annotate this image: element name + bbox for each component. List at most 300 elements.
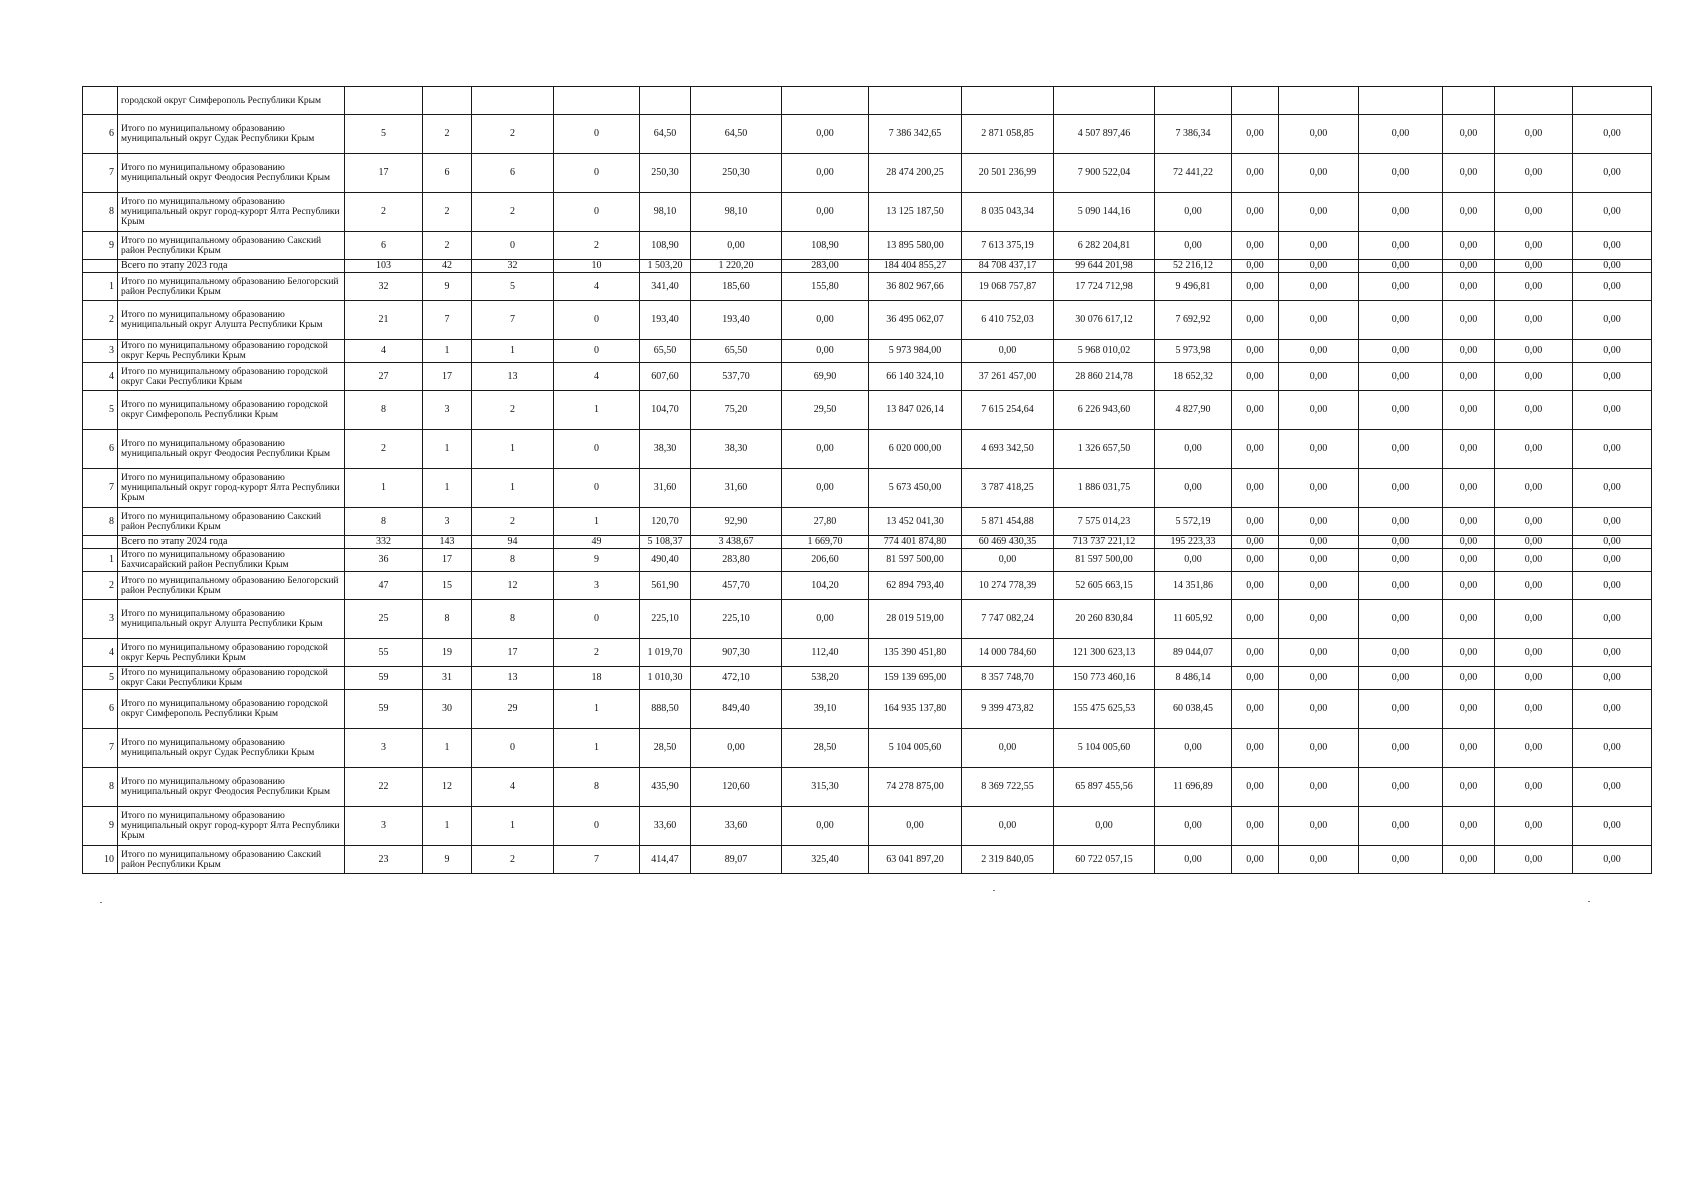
municipality-name: Итого по муниципальному образованию городской округ Саки Республики Крым	[118, 667, 345, 690]
value-cell: 8	[423, 600, 472, 639]
table-row	[83, 729, 1652, 768]
value-cell: 30 076 617,12	[1054, 301, 1155, 340]
table-body	[83, 87, 1652, 874]
value-cell: 0,00	[1573, 639, 1652, 667]
value-cell: 8 486,14	[1155, 667, 1232, 690]
value-cell: 0,00	[1359, 115, 1443, 154]
value-cell: 325,40	[782, 846, 869, 874]
value-cell	[345, 87, 423, 115]
value-cell: 29,50	[782, 391, 869, 430]
value-cell: 0,00	[1573, 260, 1652, 273]
value-cell: 2	[472, 115, 554, 154]
value-cell: 5 973 984,00	[869, 340, 962, 363]
value-cell: 0,00	[1443, 508, 1495, 536]
value-cell: 2	[345, 193, 423, 232]
value-cell: 225,10	[640, 600, 691, 639]
value-cell: 1	[472, 340, 554, 363]
value-cell: 0,00	[1359, 667, 1443, 690]
value-cell: 0,00	[1279, 430, 1359, 469]
municipality-name: Итого по муниципальному образованию городской округ Керчь Республики Крым	[118, 340, 345, 363]
value-cell: 907,30	[691, 639, 782, 667]
value-cell: 0,00	[1359, 340, 1443, 363]
value-cell: 0,00	[1279, 469, 1359, 508]
row-number	[83, 87, 118, 115]
value-cell: 0,00	[1232, 690, 1279, 729]
row-number: 7	[83, 469, 118, 508]
value-cell: 13 452 041,30	[869, 508, 962, 536]
value-cell: 1	[472, 469, 554, 508]
value-cell: 31,60	[640, 469, 691, 508]
value-cell: 0,00	[1443, 193, 1495, 232]
municipality-name: Итого по муниципальному образованию Сакский район Республики Крым	[118, 846, 345, 874]
row-number: 3	[83, 600, 118, 639]
value-cell: 12	[423, 768, 472, 807]
value-cell: 4	[472, 768, 554, 807]
value-cell: 0,00	[1443, 115, 1495, 154]
value-cell: 537,70	[691, 363, 782, 391]
municipality-name: Итого по муниципальному образованию муниципальный округ Судак Республики Крым	[118, 729, 345, 768]
row-number: 1	[83, 273, 118, 301]
value-cell: 0,00	[1443, 807, 1495, 846]
value-cell: 0,00	[1359, 430, 1443, 469]
value-cell: 0,00	[1359, 549, 1443, 572]
row-number: 4	[83, 639, 118, 667]
value-cell	[423, 87, 472, 115]
value-cell: 0,00	[1232, 639, 1279, 667]
value-cell: 2	[423, 115, 472, 154]
table-row	[83, 87, 1652, 115]
value-cell: 52 605 663,15	[1054, 572, 1155, 600]
value-cell: 32	[472, 260, 554, 273]
value-cell: 104,20	[782, 572, 869, 600]
value-cell: 0,00	[1495, 549, 1573, 572]
value-cell: 0,00	[1232, 846, 1279, 874]
value-cell: 0,00	[1443, 572, 1495, 600]
value-cell: 0,00	[1573, 273, 1652, 301]
value-cell: 0,00	[782, 301, 869, 340]
value-cell: 0,00	[1443, 273, 1495, 301]
municipality-name: Итого по муниципальному образованию муниципальный округ Феодосия Республики Крым	[118, 430, 345, 469]
row-number: 9	[83, 807, 118, 846]
table-row	[83, 508, 1652, 536]
value-cell: 4	[554, 363, 640, 391]
table-row	[83, 232, 1652, 260]
value-cell: 25	[345, 600, 423, 639]
value-cell: 0,00	[1495, 508, 1573, 536]
value-cell: 1	[423, 340, 472, 363]
value-cell: 0,00	[1279, 193, 1359, 232]
value-cell: 774 401 874,80	[869, 536, 962, 549]
value-cell: 0,00	[1232, 430, 1279, 469]
value-cell: 0,00	[1359, 363, 1443, 391]
value-cell: 1 326 657,50	[1054, 430, 1155, 469]
value-cell: 0,00	[1155, 729, 1232, 768]
municipality-name: Итого по муниципальному образованию муниципальный округ Феодосия Республики Крым	[118, 768, 345, 807]
value-cell: 60 469 430,35	[962, 536, 1054, 549]
value-cell: 5 108,37	[640, 536, 691, 549]
value-cell: 0,00	[1279, 340, 1359, 363]
table-row	[83, 549, 1652, 572]
value-cell: 5 871 454,88	[962, 508, 1054, 536]
table-row	[83, 600, 1652, 639]
value-cell: 0,00	[1232, 536, 1279, 549]
value-cell: 0	[554, 115, 640, 154]
municipality-name: Итого по муниципальному образованию Сакский район Республики Крым	[118, 232, 345, 260]
value-cell: 0,00	[1279, 232, 1359, 260]
value-cell	[869, 87, 962, 115]
value-cell: 0,00	[1573, 232, 1652, 260]
value-cell: 0,00	[1359, 301, 1443, 340]
table-row	[83, 154, 1652, 193]
value-cell: 0,00	[1232, 193, 1279, 232]
value-cell: 3 787 418,25	[962, 469, 1054, 508]
value-cell: 74 278 875,00	[869, 768, 962, 807]
value-cell: 9	[554, 549, 640, 572]
value-cell: 0	[554, 807, 640, 846]
value-cell: 0,00	[782, 807, 869, 846]
value-cell: 5	[472, 273, 554, 301]
value-cell	[1279, 87, 1359, 115]
value-cell: 164 935 137,80	[869, 690, 962, 729]
value-cell: 65,50	[640, 340, 691, 363]
value-cell: 0,00	[1495, 639, 1573, 667]
value-cell: 7	[423, 301, 472, 340]
value-cell: 184 404 855,27	[869, 260, 962, 273]
value-cell: 538,20	[782, 667, 869, 690]
value-cell: 12	[472, 572, 554, 600]
value-cell: 0,00	[1495, 536, 1573, 549]
value-cell: 0,00	[691, 729, 782, 768]
value-cell: 435,90	[640, 768, 691, 807]
value-cell: 0,00	[1573, 600, 1652, 639]
value-cell: 0	[472, 729, 554, 768]
value-cell: 0,00	[1443, 301, 1495, 340]
value-cell: 69,90	[782, 363, 869, 391]
value-cell: 64,50	[691, 115, 782, 154]
municipality-name: Итого по муниципальному образованию муниципальный округ Алушта Республики Крым	[118, 600, 345, 639]
municipality-name: Итого по муниципальному образованию Белогорский район Республики Крым	[118, 572, 345, 600]
value-cell: 0,00	[1495, 193, 1573, 232]
value-cell: 7 575 014,23	[1054, 508, 1155, 536]
value-cell: 0,00	[1359, 391, 1443, 430]
value-cell: 42	[423, 260, 472, 273]
data-table	[82, 86, 1652, 874]
value-cell: 0,00	[1495, 391, 1573, 430]
value-cell: 19	[423, 639, 472, 667]
value-cell: 13 847 026,14	[869, 391, 962, 430]
value-cell: 4	[345, 340, 423, 363]
municipality-name: Итого по муниципальному образованию муниципальный округ Судак Республики Крым	[118, 115, 345, 154]
value-cell: 0	[554, 193, 640, 232]
value-cell: 94	[472, 536, 554, 549]
value-cell: 0,00	[1443, 260, 1495, 273]
value-cell: 0,00	[1573, 508, 1652, 536]
value-cell: 0,00	[1359, 536, 1443, 549]
value-cell: 7 386 342,65	[869, 115, 962, 154]
municipality-name: Итого по муниципальному образованию муниципальный округ город-курорт Ялта Республики Крым	[118, 469, 345, 508]
value-cell: 0,00	[1279, 768, 1359, 807]
municipality-name: Итого по муниципальному образованию городской округ Саки Республики Крым	[118, 363, 345, 391]
value-cell: 5 104 005,60	[1054, 729, 1155, 768]
table-row	[83, 846, 1652, 874]
row-number: 8	[83, 193, 118, 232]
value-cell: 4 507 897,46	[1054, 115, 1155, 154]
value-cell: 1	[554, 391, 640, 430]
municipality-name: Итого по муниципальному образованию муниципальный округ Феодосия Республики Крым	[118, 154, 345, 193]
value-cell: 28 019 519,00	[869, 600, 962, 639]
municipality-name: городской округ Симферополь Республики Крым	[118, 87, 345, 115]
scan-speck	[100, 902, 102, 903]
value-cell: 0,00	[1279, 391, 1359, 430]
value-cell: 0,00	[1573, 363, 1652, 391]
value-cell: 0,00	[1232, 391, 1279, 430]
value-cell: 89 044,07	[1155, 639, 1232, 667]
value-cell: 4 693 342,50	[962, 430, 1054, 469]
value-cell: 0,00	[1495, 273, 1573, 301]
value-cell: 0,00	[1573, 768, 1652, 807]
value-cell: 81 597 500,00	[1054, 549, 1155, 572]
value-cell: 0,00	[1443, 232, 1495, 260]
value-cell: 29	[472, 690, 554, 729]
value-cell: 3	[423, 508, 472, 536]
value-cell: 0,00	[1495, 846, 1573, 874]
value-cell: 5 973,98	[1155, 340, 1232, 363]
value-cell: 20 501 236,99	[962, 154, 1054, 193]
value-cell	[1495, 87, 1573, 115]
municipality-name: Итого по муниципальному образованию Белогорский район Республики Крым	[118, 273, 345, 301]
value-cell: 0,00	[1232, 667, 1279, 690]
value-cell: 0,00	[1495, 301, 1573, 340]
value-cell: 18	[554, 667, 640, 690]
value-cell: 0,00	[1279, 600, 1359, 639]
value-cell: 19 068 757,87	[962, 273, 1054, 301]
value-cell: 0,00	[1495, 807, 1573, 846]
value-cell: 5 572,19	[1155, 508, 1232, 536]
row-number: 5	[83, 391, 118, 430]
value-cell: 0,00	[1495, 340, 1573, 363]
value-cell: 0,00	[1495, 115, 1573, 154]
value-cell: 0,00	[1443, 600, 1495, 639]
value-cell	[1443, 87, 1495, 115]
value-cell: 0,00	[1232, 572, 1279, 600]
row-number: 5	[83, 667, 118, 690]
value-cell: 0,00	[1359, 639, 1443, 667]
value-cell: 0,00	[1279, 301, 1359, 340]
value-cell: 121 300 623,13	[1054, 639, 1155, 667]
value-cell: 0,00	[1054, 807, 1155, 846]
value-cell: 108,90	[782, 232, 869, 260]
value-cell: 414,47	[640, 846, 691, 874]
row-number: 4	[83, 363, 118, 391]
value-cell: 5 673 450,00	[869, 469, 962, 508]
value-cell: 1	[472, 430, 554, 469]
row-number: 1	[83, 549, 118, 572]
value-cell: 0,00	[1443, 391, 1495, 430]
value-cell: 0,00	[1359, 729, 1443, 768]
value-cell: 0,00	[1359, 273, 1443, 301]
value-cell: 0,00	[1573, 572, 1652, 600]
value-cell: 8	[554, 768, 640, 807]
value-cell: 28 860 214,78	[1054, 363, 1155, 391]
value-cell: 9 496,81	[1155, 273, 1232, 301]
value-cell: 607,60	[640, 363, 691, 391]
value-cell: 0,00	[1495, 469, 1573, 508]
value-cell: 17	[472, 639, 554, 667]
value-cell: 3	[345, 807, 423, 846]
value-cell: 0,00	[1573, 690, 1652, 729]
value-cell: 6 226 943,60	[1054, 391, 1155, 430]
row-number: 6	[83, 690, 118, 729]
value-cell: 98,10	[640, 193, 691, 232]
row-number: 9	[83, 232, 118, 260]
value-cell: 0,00	[1495, 768, 1573, 807]
value-cell: 888,50	[640, 690, 691, 729]
value-cell: 28 474 200,25	[869, 154, 962, 193]
row-number: 7	[83, 729, 118, 768]
value-cell: 159 139 695,00	[869, 667, 962, 690]
value-cell: 0	[554, 340, 640, 363]
value-cell: 9 399 473,82	[962, 690, 1054, 729]
value-cell: 9	[423, 846, 472, 874]
value-cell: 0,00	[1495, 430, 1573, 469]
value-cell: 15	[423, 572, 472, 600]
value-cell: 0	[554, 469, 640, 508]
value-cell: 0,00	[1573, 193, 1652, 232]
value-cell: 0,00	[1359, 768, 1443, 807]
value-cell	[1359, 87, 1443, 115]
value-cell: 6	[472, 154, 554, 193]
value-cell: 13 895 580,00	[869, 232, 962, 260]
value-cell: 112,40	[782, 639, 869, 667]
table-row	[83, 115, 1652, 154]
table-row	[83, 639, 1652, 667]
value-cell: 0,00	[1573, 391, 1652, 430]
value-cell: 0,00	[1573, 430, 1652, 469]
value-cell: 0,00	[1443, 340, 1495, 363]
value-cell: 2 319 840,05	[962, 846, 1054, 874]
value-cell: 0,00	[962, 340, 1054, 363]
value-cell: 193,40	[691, 301, 782, 340]
value-cell: 2	[472, 391, 554, 430]
value-cell: 59	[345, 667, 423, 690]
value-cell: 1	[472, 807, 554, 846]
value-cell: 0,00	[782, 154, 869, 193]
value-cell: 31	[423, 667, 472, 690]
value-cell: 0	[554, 301, 640, 340]
value-cell: 36	[345, 549, 423, 572]
value-cell: 0,00	[1279, 846, 1359, 874]
row-number	[83, 260, 118, 273]
value-cell: 0,00	[1573, 846, 1652, 874]
table-row	[83, 363, 1652, 391]
value-cell: 22	[345, 768, 423, 807]
value-cell: 1 220,20	[691, 260, 782, 273]
value-cell: 0,00	[1573, 549, 1652, 572]
value-cell: 0,00	[1232, 549, 1279, 572]
value-cell: 0,00	[1279, 536, 1359, 549]
table-row	[83, 340, 1652, 363]
municipality-name: Итого по муниципальному образованию Бахчисарайский район Республики Крым	[118, 549, 345, 572]
value-cell: 0,00	[1573, 469, 1652, 508]
value-cell: 1 010,30	[640, 667, 691, 690]
value-cell: 7 613 375,19	[962, 232, 1054, 260]
value-cell: 92,90	[691, 508, 782, 536]
value-cell: 0,00	[1232, 232, 1279, 260]
value-cell: 18 652,32	[1155, 363, 1232, 391]
value-cell: 8 369 722,55	[962, 768, 1054, 807]
value-cell: 0	[554, 430, 640, 469]
value-cell: 6 410 752,03	[962, 301, 1054, 340]
value-cell: 713 737 221,12	[1054, 536, 1155, 549]
value-cell: 3	[554, 572, 640, 600]
value-cell: 31,60	[691, 469, 782, 508]
value-cell: 0,00	[1232, 363, 1279, 391]
value-cell: 104,70	[640, 391, 691, 430]
value-cell: 8	[472, 600, 554, 639]
value-cell: 10 274 778,39	[962, 572, 1054, 600]
value-cell: 1 669,70	[782, 536, 869, 549]
value-cell: 0,00	[1359, 469, 1443, 508]
value-cell: 81 597 500,00	[869, 549, 962, 572]
value-cell: 0,00	[1573, 340, 1652, 363]
table-row	[83, 572, 1652, 600]
value-cell: 0,00	[1279, 807, 1359, 846]
value-cell: 0,00	[1155, 549, 1232, 572]
value-cell: 8	[472, 549, 554, 572]
value-cell: 66 140 324,10	[869, 363, 962, 391]
table-row	[83, 430, 1652, 469]
value-cell: 185,60	[691, 273, 782, 301]
value-cell: 0,00	[1443, 536, 1495, 549]
value-cell: 98,10	[691, 193, 782, 232]
value-cell	[1232, 87, 1279, 115]
value-cell: 0,00	[1443, 729, 1495, 768]
value-cell: 17 724 712,98	[1054, 273, 1155, 301]
value-cell	[691, 87, 782, 115]
table-row	[83, 667, 1652, 690]
value-cell: 103	[345, 260, 423, 273]
value-cell: 7 615 254,64	[962, 391, 1054, 430]
value-cell: 0,00	[1359, 846, 1443, 874]
row-number: 2	[83, 301, 118, 340]
value-cell: 0,00	[1359, 690, 1443, 729]
value-cell: 0,00	[1359, 807, 1443, 846]
value-cell: 7	[554, 846, 640, 874]
value-cell: 1 019,70	[640, 639, 691, 667]
table-total-row	[83, 536, 1652, 549]
value-cell: 1	[423, 807, 472, 846]
value-cell: 13	[472, 667, 554, 690]
value-cell: 75,20	[691, 391, 782, 430]
value-cell: 0,00	[1232, 273, 1279, 301]
value-cell: 47	[345, 572, 423, 600]
value-cell: 6 020 000,00	[869, 430, 962, 469]
value-cell: 0,00	[1443, 690, 1495, 729]
value-cell: 89,07	[691, 846, 782, 874]
value-cell: 0,00	[1495, 729, 1573, 768]
value-cell: 108,90	[640, 232, 691, 260]
value-cell: 849,40	[691, 690, 782, 729]
value-cell: 99 644 201,98	[1054, 260, 1155, 273]
value-cell: 59	[345, 690, 423, 729]
value-cell: 63 041 897,20	[869, 846, 962, 874]
value-cell: 0,00	[962, 549, 1054, 572]
row-number: 8	[83, 508, 118, 536]
table-row	[83, 768, 1652, 807]
value-cell: 0,00	[869, 807, 962, 846]
value-cell: 5 090 144,16	[1054, 193, 1155, 232]
value-cell: 1	[423, 729, 472, 768]
